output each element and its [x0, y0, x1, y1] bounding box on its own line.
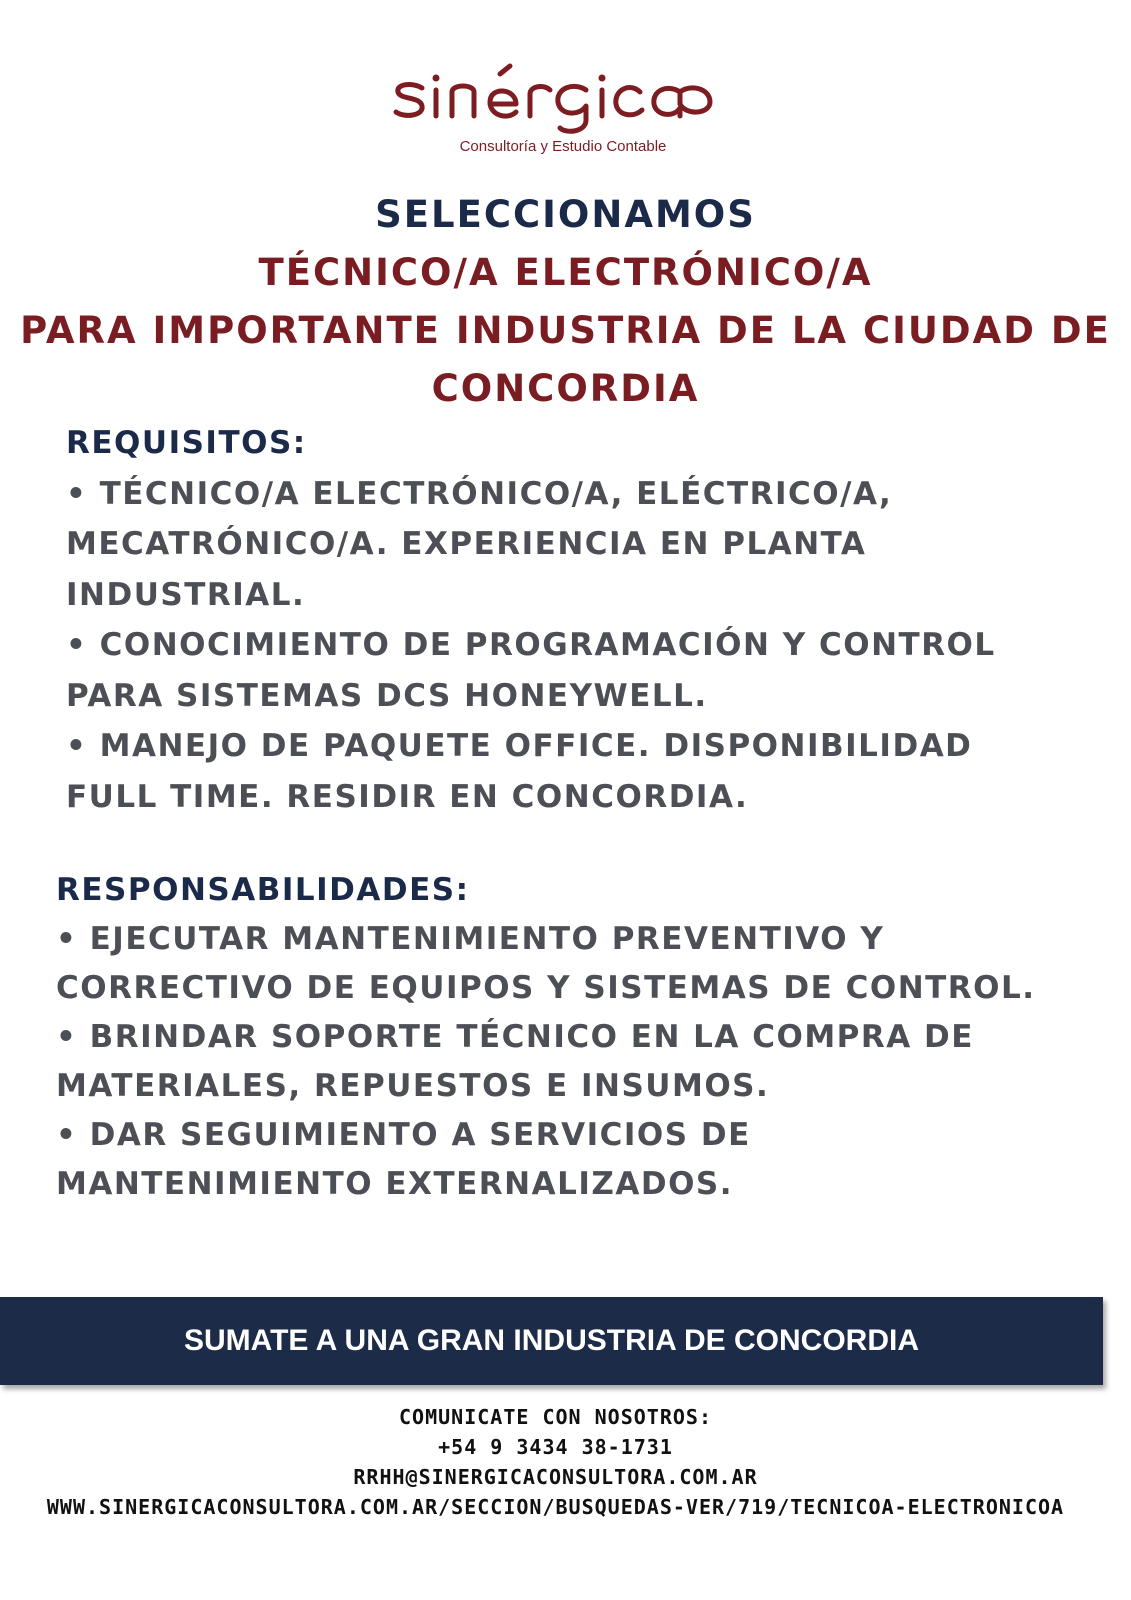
requisito-item: • CONOCIMIENTO DE PROGRAMACIÓN Y CONTROL PARA SISTEMAS DCS HONEYWELL. [66, 627, 996, 714]
contact-url[interactable]: WWW.SINERGICACONSULTORA.COM.AR/SECCION/BUSQUEDAS-VER/719/TECNICOA-ELECTRONICOA [46, 1495, 1065, 1519]
requisito-item: • TÉCNICO/A ELECTRÓNICO/A, ELÉCTRICO/A, MECATRÓNICO/A. EXPERIENCIA EN PLANTA INDUSTRIAL. [66, 475, 893, 613]
contact-block [0, 1402, 1111, 1522]
requisito-item: • MANEJO DE PAQUETE OFFICE. DISPONIBILIDAD FULL TIME. RESIDIR EN CONCORDIA. [66, 728, 973, 815]
requisitos-section [66, 418, 1006, 822]
cta-banner-text: SUMATE A UNA GRAN INDUSTRIA DE CONCORDIA [184, 1324, 919, 1357]
responsabilidades-heading: RESPONSABILIDADES: [56, 872, 470, 908]
headline-location: PARA IMPORTANTE INDUSTRIA DE LA CIUDAD DE CONCORDIA [20, 309, 1111, 410]
sinergica-wordmark-logo [390, 58, 730, 138]
responsabilidad-item: • EJECUTAR MANTENIMIENTO PREVENTIVO Y CORRECTIVO DE EQUIPOS Y SISTEMAS DE CONTROL. [56, 921, 1036, 1006]
headline-job-title: TÉCNICO/A ELECTRÓNICO/A [258, 251, 873, 294]
headline-seleccionamos: SELECCIONAMOS [375, 193, 756, 236]
requisitos-heading: REQUISITOS: [66, 425, 307, 461]
contact-phone[interactable]: +54 9 3434 38-1731 [438, 1435, 673, 1459]
responsabilidad-item: • BRINDAR SOPORTE TÉCNICO EN LA COMPRA DE MATERIALES, REPUESTOS E INSUMOS. [56, 1019, 974, 1104]
responsabilidad-item: • DAR SEGUIMIENTO A SERVICIOS DE MANTENIMIENTO EXTERNALIZADOS. [56, 1117, 751, 1202]
responsabilidades-section [56, 866, 1066, 1209]
logo-tagline: Consultoría y Estudio Contable [459, 138, 667, 155]
contact-intro: COMUNICATE CON NOSOTROS: [399, 1405, 712, 1429]
cta-banner [0, 1297, 1103, 1385]
job-headline [0, 186, 1131, 418]
contact-email[interactable]: RRHH@SINERGICACONSULTORA.COM.AR [353, 1465, 758, 1489]
